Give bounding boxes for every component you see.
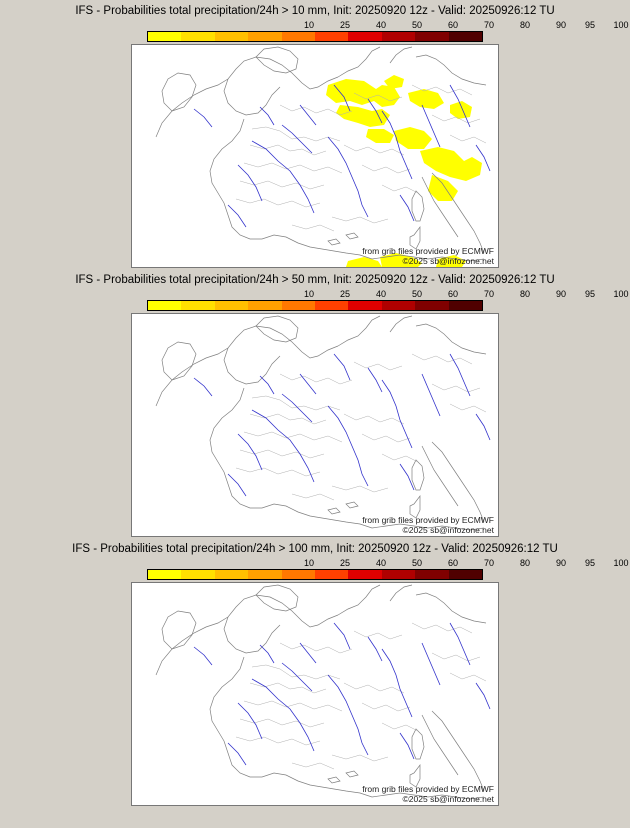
colorbar-tick-10: 10 <box>303 289 315 299</box>
colorbar-segment-90 <box>382 32 415 41</box>
colorbar-segment-10 <box>148 570 181 579</box>
map-container-50mm <box>0 313 630 537</box>
colorbar-tick-90: 90 <box>555 558 567 568</box>
colorbar-tick-90: 90 <box>555 289 567 299</box>
colorbar-tick-95: 95 <box>584 20 596 30</box>
colorbar-segment-25 <box>181 570 214 579</box>
colorbar-segment-50 <box>248 570 281 579</box>
colorbar-tick-100: 100 <box>613 289 629 299</box>
map-50mm[interactable] <box>131 313 499 537</box>
colorbar-tick-10: 10 <box>303 558 315 568</box>
colorbar-segment-60 <box>282 570 315 579</box>
panel-title-50mm: IFS - Probabilities total precipitation/24h > 50 mm, Init: 20250920 12z - Valid: 20250926:12 TU <box>75 274 555 286</box>
credit-source-10mm: from grib files provided by ECMWF <box>362 246 494 256</box>
colorbar-segment-95 <box>415 570 448 579</box>
colorbar-tick-50: 50 <box>411 558 423 568</box>
colorbar-tick-50: 50 <box>411 20 423 30</box>
colorbar-segment-100 <box>449 32 482 41</box>
colorbar-tick-25: 25 <box>339 20 351 30</box>
colorbar-tick-25: 25 <box>339 558 351 568</box>
colorbar-segment-95 <box>415 32 448 41</box>
colorbar-segment-40 <box>215 32 248 41</box>
colorbar-tick-40: 40 <box>375 558 387 568</box>
colorbar-segment-80 <box>348 32 381 41</box>
colorbar-tick-100: 100 <box>613 558 629 568</box>
colorbar-tick-60: 60 <box>447 289 459 299</box>
map-container-100mm <box>0 582 630 806</box>
colorbar-segment-100 <box>449 301 482 310</box>
colorbar-tick-80: 80 <box>519 558 531 568</box>
colorbar-tick-60: 60 <box>447 558 459 568</box>
colorbar-tick-90: 90 <box>555 20 567 30</box>
colorbar-segment-90 <box>382 301 415 310</box>
forecast-panel-10mm <box>0 0 630 268</box>
colorbar-tick-10: 10 <box>303 20 315 30</box>
colorbar-tick-100: 100 <box>613 20 629 30</box>
colorbar-segment-25 <box>181 301 214 310</box>
colorbar-tick-70: 70 <box>483 20 495 30</box>
colorbar-tick-70: 70 <box>483 289 495 299</box>
colorbar-segment-70 <box>315 570 348 579</box>
colorbar-segment-80 <box>348 301 381 310</box>
colorbar-segment-50 <box>248 301 281 310</box>
colorbar-segment-70 <box>315 301 348 310</box>
colorbar-segment-60 <box>282 301 315 310</box>
colorbar-segment-90 <box>382 570 415 579</box>
credit-copyright-10mm: ©2025 sb@infozone.net <box>402 256 494 266</box>
credit-copyright-100mm: ©2025 sb@infozone.net <box>402 794 494 804</box>
panel-title-10mm: IFS - Probabilities total precipitation/24h > 10 mm, Init: 20250920 12z - Valid: 20250926:12 TU <box>75 5 555 17</box>
colorbar-tick-80: 80 <box>519 289 531 299</box>
colorbar-tick-60: 60 <box>447 20 459 30</box>
colorbar-segment-95 <box>415 301 448 310</box>
colorbar-50mm <box>0 300 630 311</box>
credit-source-50mm: from grib files provided by ECMWF <box>362 515 494 525</box>
colorbar-segment-10 <box>148 301 181 310</box>
credit-source-100mm: from grib files provided by ECMWF <box>362 784 494 794</box>
colorbar-labels-10mm <box>147 20 629 31</box>
map-10mm[interactable] <box>131 44 499 268</box>
credit-copyright-50mm: ©2025 sb@infozone.net <box>402 525 494 535</box>
panel-title-100mm: IFS - Probabilities total precipitation/24h > 100 mm, Init: 20250920 12z - Valid: 20250926:12 TU <box>72 543 558 555</box>
map-100mm[interactable] <box>131 582 499 806</box>
colorbar-tick-80: 80 <box>519 20 531 30</box>
colorbar-tick-50: 50 <box>411 289 423 299</box>
colorbar-segment-25 <box>181 32 214 41</box>
colorbar-labels-100mm <box>147 558 629 569</box>
colorbar-segment-60 <box>282 32 315 41</box>
colorbar-labels-50mm <box>147 289 629 300</box>
colorbar-segment-70 <box>315 32 348 41</box>
colorbar-segment-10 <box>148 32 181 41</box>
colorbar-segment-40 <box>215 570 248 579</box>
map-container-10mm <box>0 44 630 268</box>
colorbar-segment-40 <box>215 301 248 310</box>
colorbar-tick-95: 95 <box>584 289 596 299</box>
colorbar-segment-50 <box>248 32 281 41</box>
colorbar-tick-40: 40 <box>375 20 387 30</box>
colorbar-100mm <box>0 569 630 580</box>
colorbar-tick-95: 95 <box>584 558 596 568</box>
colorbar-segment-100 <box>449 570 482 579</box>
colorbar-10mm <box>0 31 630 42</box>
colorbar-tick-70: 70 <box>483 558 495 568</box>
forecast-panel-100mm <box>0 538 630 806</box>
forecast-panel-50mm <box>0 269 630 537</box>
colorbar-tick-40: 40 <box>375 289 387 299</box>
colorbar-tick-25: 25 <box>339 289 351 299</box>
colorbar-segment-80 <box>348 570 381 579</box>
